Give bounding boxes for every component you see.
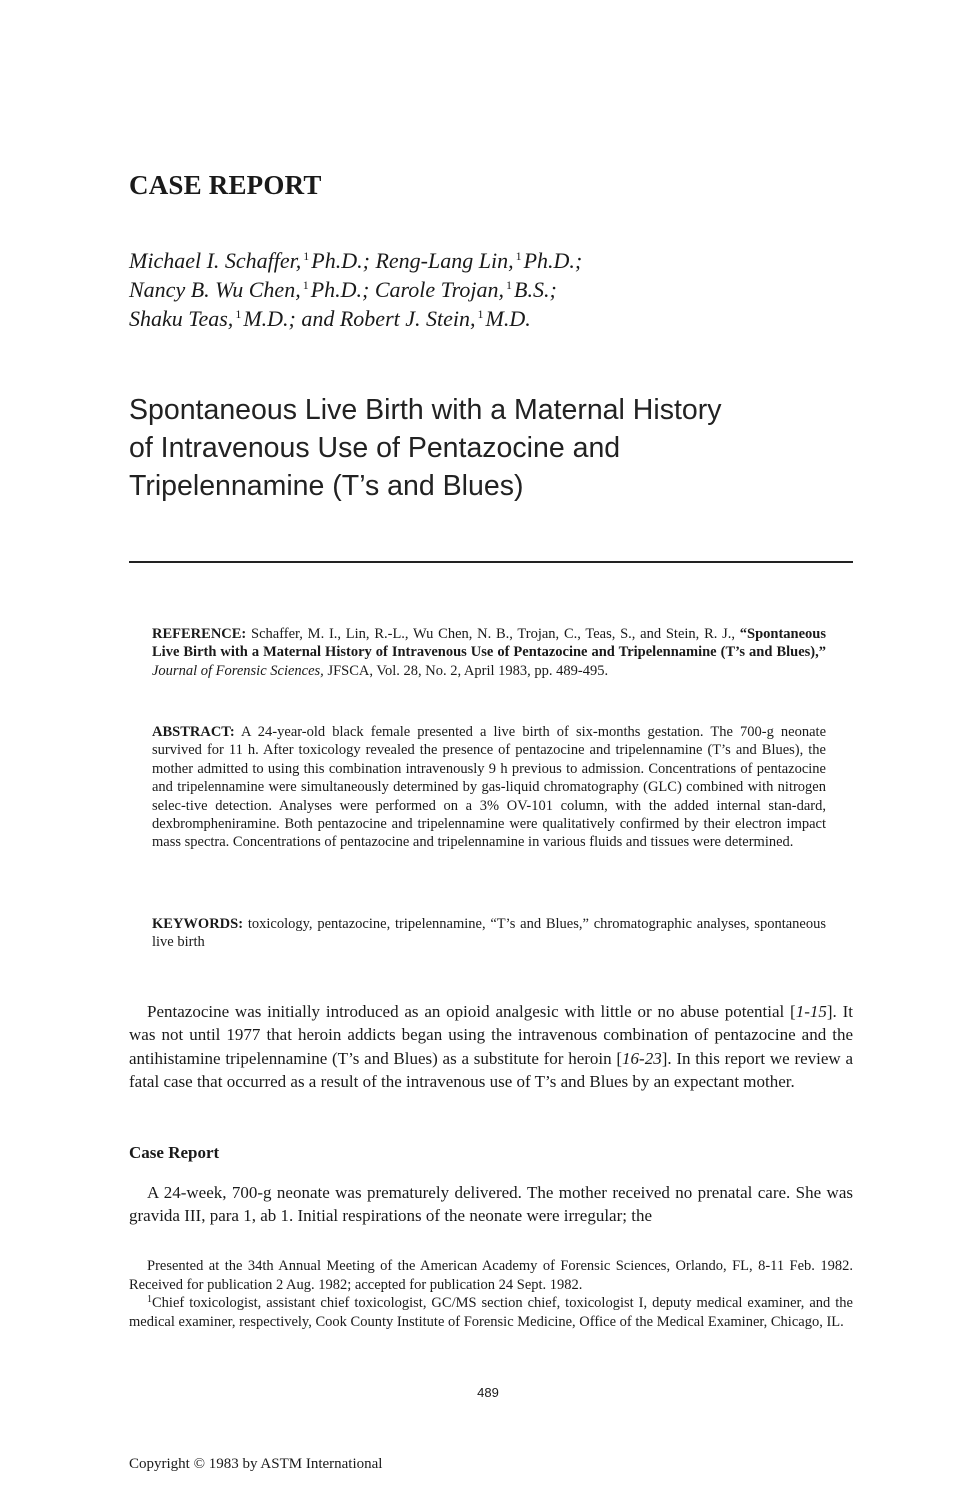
author-list [129, 246, 849, 333]
footnotes [129, 1257, 853, 1331]
footnote-marker: 1 [515, 249, 522, 263]
author-degree: M.D. [485, 306, 531, 331]
reference-authors: Schaffer, M. I., Lin, R.-L., Wu Chen, N. B., Trojan, C., Teas, S., and Stein, R. J., [251, 626, 736, 642]
footnote-marker: 1 [506, 278, 513, 292]
title-line: of Intravenous Use of Pentazocine and [129, 432, 621, 464]
intro-text: Pentazocine was initially introduced as an opioid analgesic with little or no abuse potential [ [147, 1002, 796, 1021]
intro-text: ]. In this report we review a fatal case that occurred as a result of the intravenous use of T’s and Blues by an expectant mother. [129, 1048, 853, 1091]
footnote-marker: 1 [477, 307, 484, 321]
footnote-marker: 1 [303, 249, 310, 263]
author-degree: Ph.D.; [523, 248, 583, 273]
footnote-marker: 1 [147, 1294, 152, 1306]
reference-citation: JFSCA, Vol. 28, No. 2, April 1983, pp. 489-495. [327, 662, 609, 679]
article-title [129, 391, 849, 505]
author-name: Michael I. Schaffer, [129, 248, 302, 273]
author-line [129, 304, 849, 333]
intro-paragraph [129, 1000, 853, 1093]
abstract-label: ABSTRACT: [152, 724, 235, 740]
abstract-paragraph [152, 723, 826, 852]
case-paragraph: A 24-week, 700-g neonate was prematurely delivered. The mother received no prenatal care. She was gravida III, para 1, ab 1. Initial respirations of the neonate were irregular; the [129, 1183, 853, 1226]
citation-ref: 1-15 [795, 1002, 827, 1021]
copyright-notice: Copyright © 1983 by ASTM International [129, 1456, 383, 1472]
author-line [129, 275, 849, 304]
reference-title: “Spontaneous Live Birth with a Maternal History of Intravenous Use of Pentazocine and Tripelennamine (T’s and Blues),” [152, 626, 827, 661]
intro-text: ]. It was not until 1977 that heroin addicts began using the intravenous combination of pentazocine and the antihistamine tripelennamine (T’s and Blues) as a substitute for heroin [ [129, 1002, 853, 1068]
keywords-text: toxicology, pentazocine, tripelennamine, “T’s and Blues,” chromatographic analyses, spontaneous live birth [152, 916, 826, 951]
keywords-label: KEYWORDS: [152, 916, 244, 932]
author-name: Shaku Teas, [129, 306, 234, 331]
abstract-text: A 24-year-old black female presented a live birth of six-months gestation. The 700-g neonate survived for 11 h. After toxicology revealed the presence of pentazocine and tripelennamine (T’s and Blues), the mother admitted to using this combination intravenously 9 h previous to admission. Concentrations of pentazocine and tripelennamine were simultaneously determined by gas-liquid chromatography (GLC) combined with nitrogen selec-tive detection. Analyses were performed on a 3% OV-101 column, with the added internal stan-dard, dexbrompheniramine. Both pentazocine and tripelennamine were qualitatively confirmed by their electron impact mass spectra. Concentrations of pentazocine and tripelennamine in various fluids and tissues were determined. [152, 724, 827, 851]
author-name: and Robert J. Stein, [301, 306, 476, 331]
title-line: Spontaneous Live Birth with a Maternal History [129, 394, 722, 426]
reference-paragraph [152, 625, 826, 680]
section-heading: Case Report [129, 1143, 220, 1162]
case-report-heading: CASE REPORT [129, 170, 322, 200]
author-name: Nancy B. Wu Chen, [129, 277, 301, 302]
footnote-marker: 1 [235, 307, 242, 321]
citation-ref: 16-23 [622, 1048, 662, 1068]
author-name: Reng-Lang Lin, [375, 248, 514, 273]
title-divider [129, 561, 853, 563]
page-number: 489 [477, 1385, 499, 1400]
author-degree: Ph.D.; [310, 277, 370, 302]
author-degree: M.D.; [243, 306, 296, 331]
reference-journal: Journal of Forensic Sciences, [152, 662, 324, 679]
author-name: Carole Trojan, [374, 277, 505, 302]
keywords-paragraph [152, 915, 826, 952]
footnote-affiliation-text: Chief toxicologist, assistant chief toxicologist, GC/MS section chief, toxicologist I, deputy medical examiner, and the medical examiner, respectively, Cook County Institute of Forensic Medicine, Office of the Medical Examiner, Chicago, IL. [129, 1295, 853, 1330]
title-line: Tripelennamine (T’s and Blues) [129, 470, 524, 502]
reference-label: REFERENCE: [152, 626, 247, 642]
author-degree: Ph.D.; [311, 248, 370, 273]
footnote-presented: Presented at the 34th Annual Meeting of the American Academy of Forensic Sciences, Orlando, FL, 8-11 Feb. 1982. Received for publication 2 Aug. 1982; accepted for publication 24 Sept. 1982. [129, 1258, 853, 1293]
footnote-affiliation [129, 1294, 853, 1331]
footnote-marker: 1 [302, 278, 309, 292]
author-line [129, 246, 849, 275]
author-degree: B.S.; [514, 277, 557, 302]
